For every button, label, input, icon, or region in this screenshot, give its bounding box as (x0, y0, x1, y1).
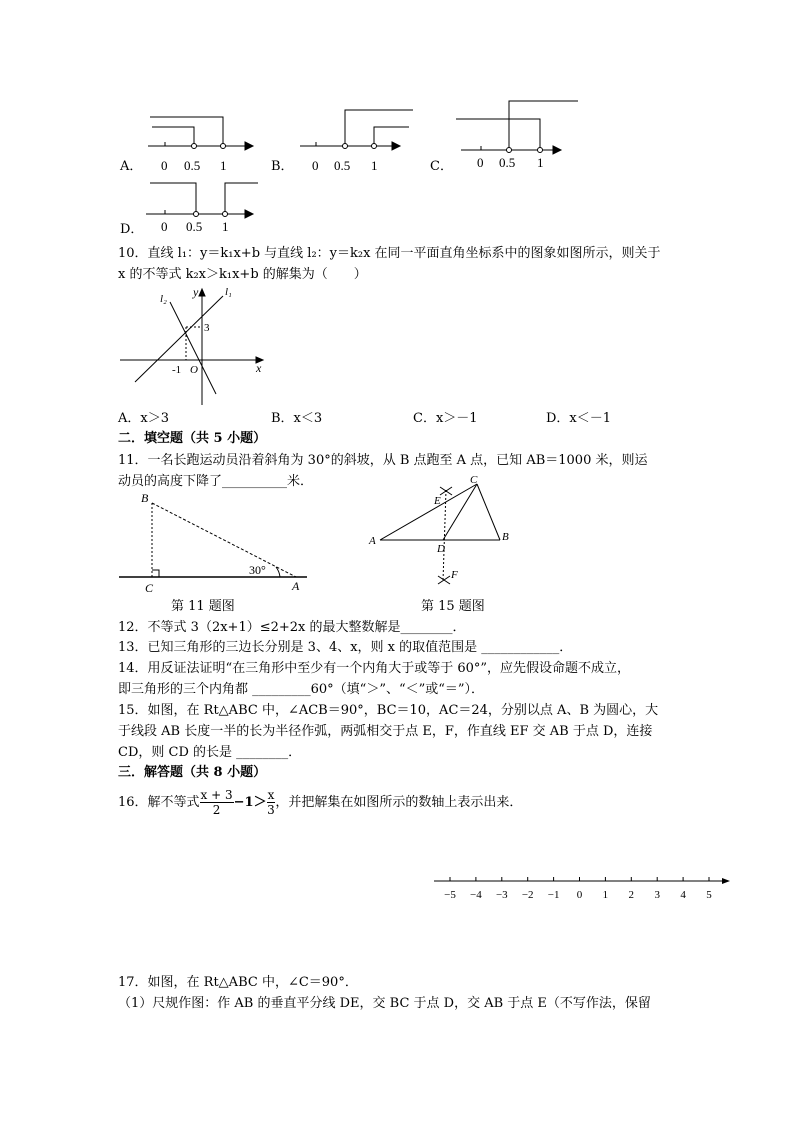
q16-tick-label: −2 (521, 889, 534, 901)
q15-label-e: E (434, 495, 441, 507)
q15-text-line3: CD，则 CD 的长是 ________． (118, 745, 302, 760)
q11-label-angle: 30° (249, 563, 266, 577)
q16-tick-label: 3 (654, 889, 660, 901)
q12-text: 12．不等式 3（2x+1）≤2+2x 的最大整数解是________． (118, 620, 466, 635)
q10-label-l1: l₁ (225, 286, 232, 298)
q11-label-c: C (145, 581, 154, 595)
q10-option-b: B．x＜3 (271, 411, 323, 426)
q9-d-tick-0: 0 (161, 219, 168, 234)
q9-b-tick-05: 0.5 (334, 158, 351, 173)
q11-caption: 第 11 题图 (171, 599, 235, 614)
q16-minus: −1＞ (233, 795, 267, 810)
q10-label-origin: O (190, 364, 198, 376)
q13-text: 13．已知三角形的三边长分别是 3、4、x，则 x 的取值范围是 ____________． (118, 640, 573, 655)
q9-a-tick-1: 1 (220, 158, 227, 173)
q10-option-d: D．x＜－1 (546, 411, 612, 426)
q16-tick-label: 1 (602, 889, 609, 901)
q10-label-neg1: -1 (172, 364, 182, 376)
q15-caption: 第 15 题图 (421, 599, 485, 614)
q16-tick-label: −5 (444, 889, 456, 901)
q9-option-d-label: D． (120, 222, 144, 237)
q15-label-b: B (502, 531, 509, 543)
q15-label-f: F (451, 569, 458, 581)
q16-tick-label: 2 (628, 889, 635, 901)
q16-frac2-den: 3 (267, 803, 275, 817)
q9-a-tick-0: 0 (161, 158, 168, 173)
q16-tick-label: −1 (547, 889, 560, 901)
q11-label-b: B (141, 491, 149, 505)
q14-text-line1: 14．用反证法证明“在三角形中至少有一个内角大于或等于 60°”，应先假设命题不成立， (118, 661, 631, 676)
q16-tick-label: 4 (680, 889, 686, 901)
q15-label-a: A (369, 535, 376, 547)
q16-frac2-num: x (267, 788, 275, 802)
q10-option-c: C．x＞－1 (413, 411, 478, 426)
q10-label-y: y (193, 285, 199, 299)
section-2-heading: 二．填空题（共 5 小题） (118, 431, 267, 446)
q16-prefix: 16．解不等式 (118, 795, 200, 810)
q11-text-line1: 11．一名长跑运动员沿着斜角为 30°的斜坡，从 B 点跑至 A 点，已知 AB＝1000 米，则运 (118, 453, 648, 468)
q16-frac1-num: x + 3 (200, 788, 233, 802)
q16-tick-label: 5 (706, 889, 712, 901)
q10-text-line2: x 的不等式 k₂x＞k₁x+b 的解集为（ ） (118, 267, 367, 282)
q10-label-x: x (256, 361, 262, 375)
q10-option-a: A．x＞3 (118, 411, 169, 426)
q9-c-tick-05: 0.5 (499, 155, 516, 170)
q9-b-tick-1: 1 (371, 158, 378, 173)
q11-text-line2: 动员的高度下降了__________米． (118, 474, 314, 489)
q9-d-tick-05: 0.5 (186, 219, 203, 234)
q17-text-line1: 17．如图，在 Rt△ABC 中，∠C＝90°． (118, 975, 358, 990)
q10-text-line1: 10．直线 l₁：y＝k₁x+b 与直线 l₂：y＝k₂x 在同一平面直角坐标系中的图象如图所示，则关于 (118, 246, 661, 261)
q15-text-line2: 于线段 AB 长度一半的长为半径作弧，两弧相交于点 E，F，作直线 EF 交 AB 于点 D，连接 (118, 724, 653, 739)
q11-label-a: A (292, 579, 300, 593)
q15-label-c: C (470, 474, 478, 486)
q14-text-line2: 即三角形的三个内角都 _________60°（填“＞”、“＜”或“＝”）． (118, 682, 485, 697)
q10-label-l2: l₂ (160, 293, 167, 305)
q9-c-tick-0: 0 (477, 155, 484, 170)
section-3-heading: 三．解答题（共 8 小题） (118, 765, 267, 780)
q9-option-a-label: A． (120, 159, 143, 174)
q9-b-tick-0: 0 (312, 158, 319, 173)
q9-a-tick-05: 0.5 (184, 158, 201, 173)
q15-label-d: D (437, 543, 445, 555)
q15-text-line1: 15．如图，在 Rt△ABC 中，∠ACB＝90°，BC＝10，AC＝24，分别以点 A、B 为圆心，大 (118, 703, 659, 718)
q16-tick-label: −3 (495, 889, 508, 901)
q9-d-tick-1: 1 (222, 219, 229, 234)
q17-text-line2: （1）尺规作图：作 AB 的垂直平分线 DE，交 BC 于点 D，交 AB 于点 E（不写作法，保留 (118, 996, 651, 1011)
q16-frac1-den: 2 (212, 803, 221, 817)
q16-tick-label: −4 (470, 889, 482, 901)
q9-c-tick-1: 1 (537, 155, 544, 170)
q16-suffix: ，并把解集在如图所示的数轴上表示出来． (275, 795, 523, 810)
q9-option-c-label: C． (430, 159, 453, 174)
q16-tick-label: 0 (576, 889, 583, 901)
q9-option-b-label: B． (271, 159, 294, 174)
q10-label-3: 3 (204, 322, 210, 334)
